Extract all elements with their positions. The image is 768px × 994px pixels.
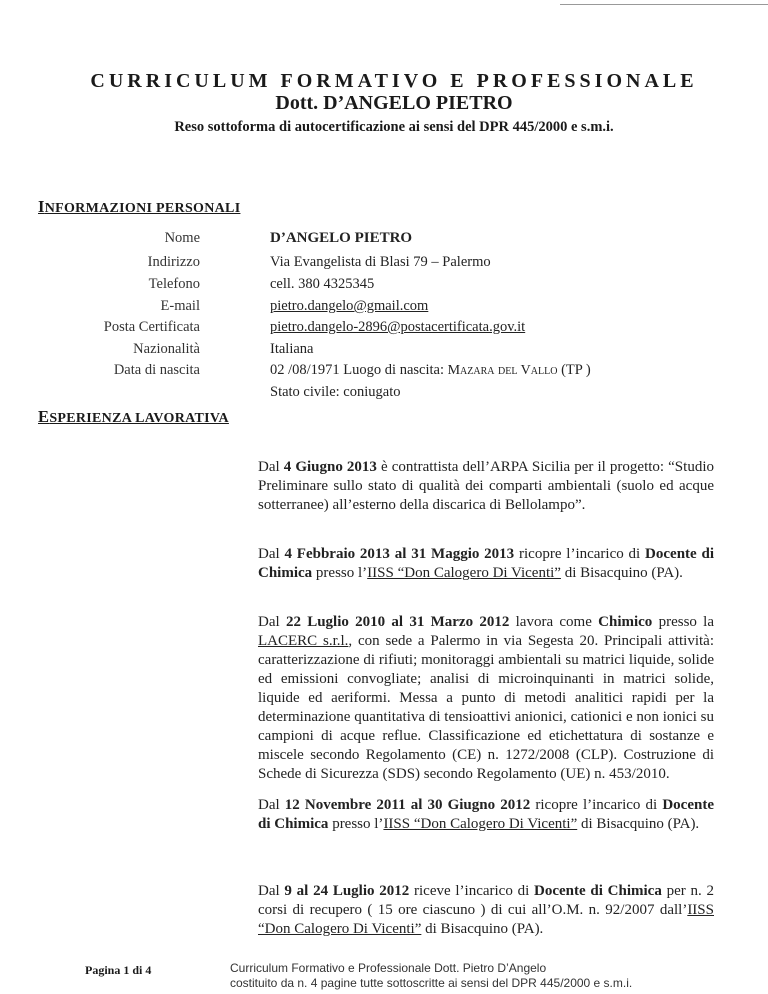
info-label: Nome: [164, 230, 200, 246]
experience-entry-4: Dal 12 Novembre 2011 al 30 Giugno 2012 ricopre l’incarico di Docente di Chimica presso l’IISS “Don Calogero Di Vicenti” di Bisacquino (PA).: [258, 797, 714, 832]
experience-entry-1: Dal 4 Giugno 2013 è contrattista dell’ARPA Sicilia per il progetto: “Studio Preliminare sullo stato di qualità dei comparti ambientali (suolo ed acque sotterranee) all’esterno della discarica di Bellolampo”.: [258, 459, 714, 513]
info-row-telefono: [0, 276, 720, 297]
info-label: Telefono: [148, 276, 200, 292]
info-label: Posta Certificata: [103, 319, 200, 335]
info-value: Italiana: [270, 341, 314, 357]
candidate-name-heading: Dott. D’ANGELO PIETRO: [275, 92, 513, 114]
info-value: Stato civile: coniugato: [270, 384, 401, 400]
info-value: cell. 380 4325345: [270, 276, 375, 292]
info-row-nome: [0, 230, 720, 251]
info-row-email: [0, 298, 720, 319]
info-label: Indirizzo: [147, 254, 200, 270]
document-subtitle: Reso sottoforma di autocertificazione ai sensi del DPR 445/2000 e s.m.i.: [174, 119, 614, 135]
info-value: 02 /08/1971 Luogo di nascita: Mazara del Vallo (TP ): [270, 362, 591, 378]
experience-entry-3: Dal 22 Luglio 2010 al 31 Marzo 2012 lavora come Chimico presso la LACERC s.r.l., con sede a Palermo in via Segesta 20. Principali attività: caratterizzazione di rifiuti; monitoraggi ambientali su matrici liquide, solide ed emissioni convogliate; analisi di microinquinanti in matrici solide, liquide ed aeriformi. Messa a punto di metodi analitici rapidi per la determinazione quantitativa di tensioattivi anionici, cationici e non ionici su campioni di acque reflue. Classificazione ed etichettatura di sostanze e miscele secondo Regolamento (CE) n. 1272/2008 (CLP). Costruzione di Schede di Sicurezza (SDS) secondo Regolamento (UE) n. 453/2010.: [258, 614, 714, 782]
document-header: [0, 70, 768, 136]
document-title: CURRICULUM FORMATIVO E PROFESSIONALE: [90, 70, 698, 92]
info-row-pec: [0, 319, 720, 340]
email-link[interactable]: pietro.dangelo@gmail.com: [270, 298, 429, 314]
page-number: Pagina 1 di 4: [85, 963, 152, 977]
info-label: Data di nascita: [113, 362, 200, 378]
experience-entry-5: Dal 9 al 24 Luglio 2012 riceve l’incarico di Docente di Chimica per n. 2 corsi di recupero ( 15 ore ciascuno ) di cui all’O.M. n. 92/2007 dall’IISS “Don Calogero Di Vicenti” di Bisacquino (PA).: [258, 883, 714, 937]
info-row-stato-civile: [0, 384, 720, 405]
footer-note: Curriculum Formativo e Professionale Dott. Pietro D’Angelo costituito da n. 4 pagine tutte sottoscritte ai sensi del DPR 445/2000 e s.m.i.: [230, 961, 633, 990]
info-value: Via Evangelista di Blasi 79 – Palermo: [270, 254, 491, 270]
section-heading-experience: ESPERIENZA LAVORATIVA: [38, 407, 229, 426]
top-rule: [560, 4, 768, 5]
section-heading-personal-info: INFORMAZIONI PERSONALI: [38, 197, 241, 216]
info-value: D’ANGELO PIETRO: [270, 230, 413, 246]
info-label: Nazionalità: [133, 341, 200, 357]
info-label: E-mail: [160, 298, 200, 314]
info-row-nazionalita: [0, 341, 720, 362]
info-row-indirizzo: [0, 254, 720, 275]
pec-email-link[interactable]: pietro.dangelo-2896@postacertificata.gov.it: [270, 319, 526, 335]
experience-entry-2: Dal 4 Febbraio 2013 al 31 Maggio 2013 ricopre l’incarico di Docente di Chimica presso l’IISS “Don Calogero Di Vicenti” di Bisacquino (PA).: [258, 546, 715, 581]
birthplace: Mazara del Vallo: [447, 363, 558, 378]
info-row-data-nascita: [0, 362, 720, 383]
